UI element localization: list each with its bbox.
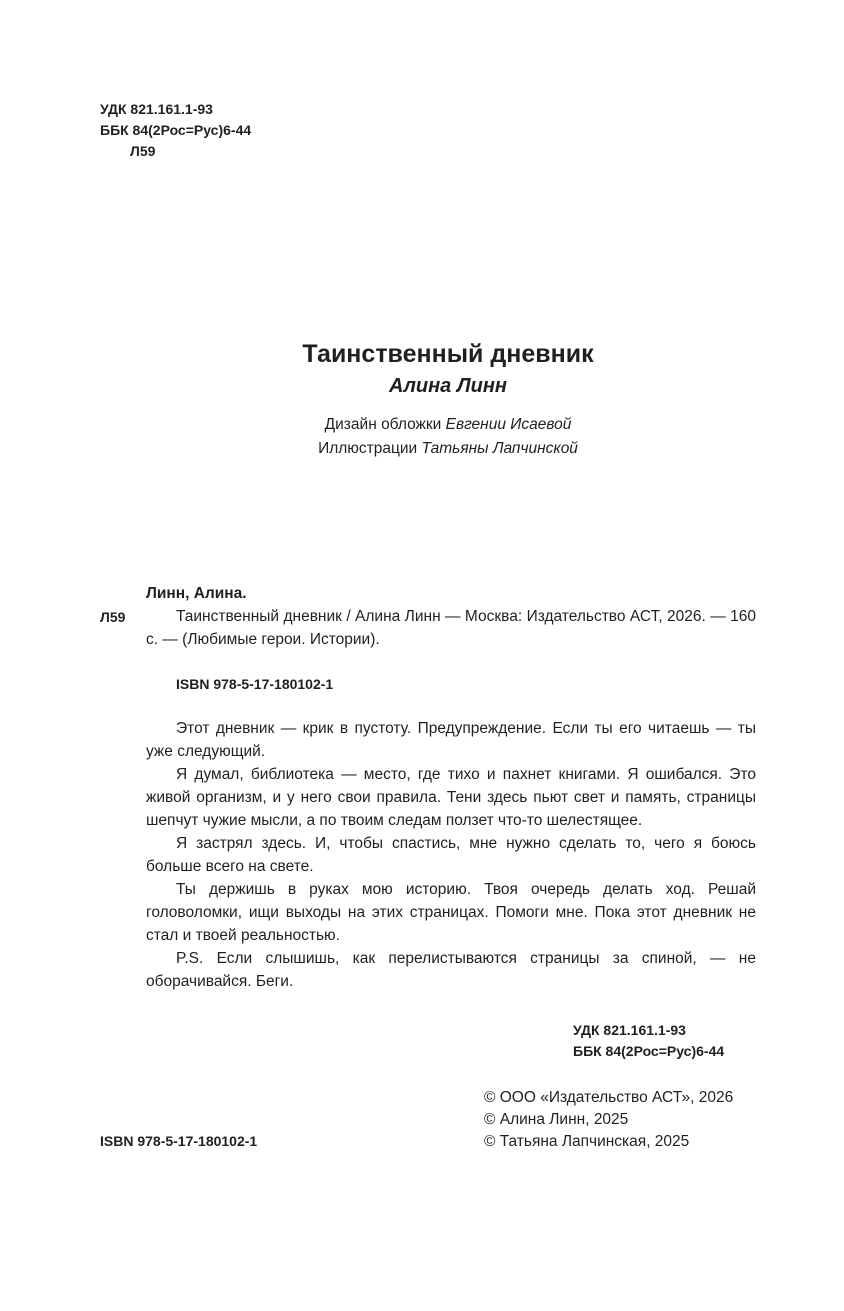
annotation-paragraph: Этот дневник — крик в пустоту. Предупреждение. Если ты его читаешь — ты уже следующий. xyxy=(146,720,756,760)
annotation-paragraph: P.S. Если слышишь, как перелистываются страницы за спиной, — не оборачивайся. Беги. xyxy=(146,950,756,990)
copyright-publisher: © ООО «Издательство АСТ», 2026 xyxy=(484,1089,734,1106)
credit-name: Татьяны Лапчинской xyxy=(421,440,578,457)
biblio-text: Таинственный дневник / Алина Линн — Москва: Издательство АСТ, 2026. — 160 с. — (Любимые герои. Истории). xyxy=(146,608,756,648)
biblio-heading: Линн, Алина. xyxy=(146,585,247,602)
credit-name: Евгении Исаевой xyxy=(445,416,572,433)
biblio-sign: Л59 xyxy=(100,609,126,625)
isbn-bottom: ISBN 978-5-17-180102-1 xyxy=(100,1133,258,1149)
annotation-paragraph: Я застрял здесь. И, чтобы спастись, мне нужно сделать то, чего я боюсь больше всего на свете. xyxy=(146,835,756,875)
udk-code-top: УДК 821.161.1-93 xyxy=(100,101,213,117)
bbk-code-top: ББК 84(2Рос=Рус)6-44 xyxy=(100,122,252,138)
annotation-paragraph: Ты держишь в руках мою историю. Твоя очередь делать ход. Решай головоломки, ищи выходы на этих страницах. Помоги мне. Пока этот дневник не стал и твоей реальностью. xyxy=(146,881,756,944)
annotation-paragraph: Я думал, библиотека — место, где тихо и пахнет книгами. Я ошибался. Это живой организм, и у него свои правила. Тени здесь пьют свет и память, страницы шепчут чужие мысли, а по твоим следам ползет что-то шелестящее. xyxy=(146,766,756,829)
copyright-illustrator: © Татьяна Лапчинская, 2025 xyxy=(484,1133,690,1150)
book-author: Алина Линн xyxy=(389,375,507,397)
book-title: Таинственный дневник xyxy=(302,340,594,368)
bbk-code-bottom: ББК 84(2Рос=Рус)6-44 xyxy=(573,1043,725,1059)
annotation xyxy=(146,717,756,993)
copyright-author: © Алина Линн, 2025 xyxy=(484,1111,629,1128)
credit-label: Иллюстрации xyxy=(318,440,418,457)
biblio-isbn: ISBN 978-5-17-180102-1 xyxy=(176,676,334,692)
author-sign-top: Л59 xyxy=(130,143,156,159)
cover-design-credit xyxy=(0,416,844,434)
credit-label: Дизайн обложки xyxy=(324,416,442,433)
biblio-description xyxy=(146,605,756,651)
illustrations-credit xyxy=(0,440,844,458)
udk-code-bottom: УДК 821.161.1-93 xyxy=(573,1022,686,1038)
